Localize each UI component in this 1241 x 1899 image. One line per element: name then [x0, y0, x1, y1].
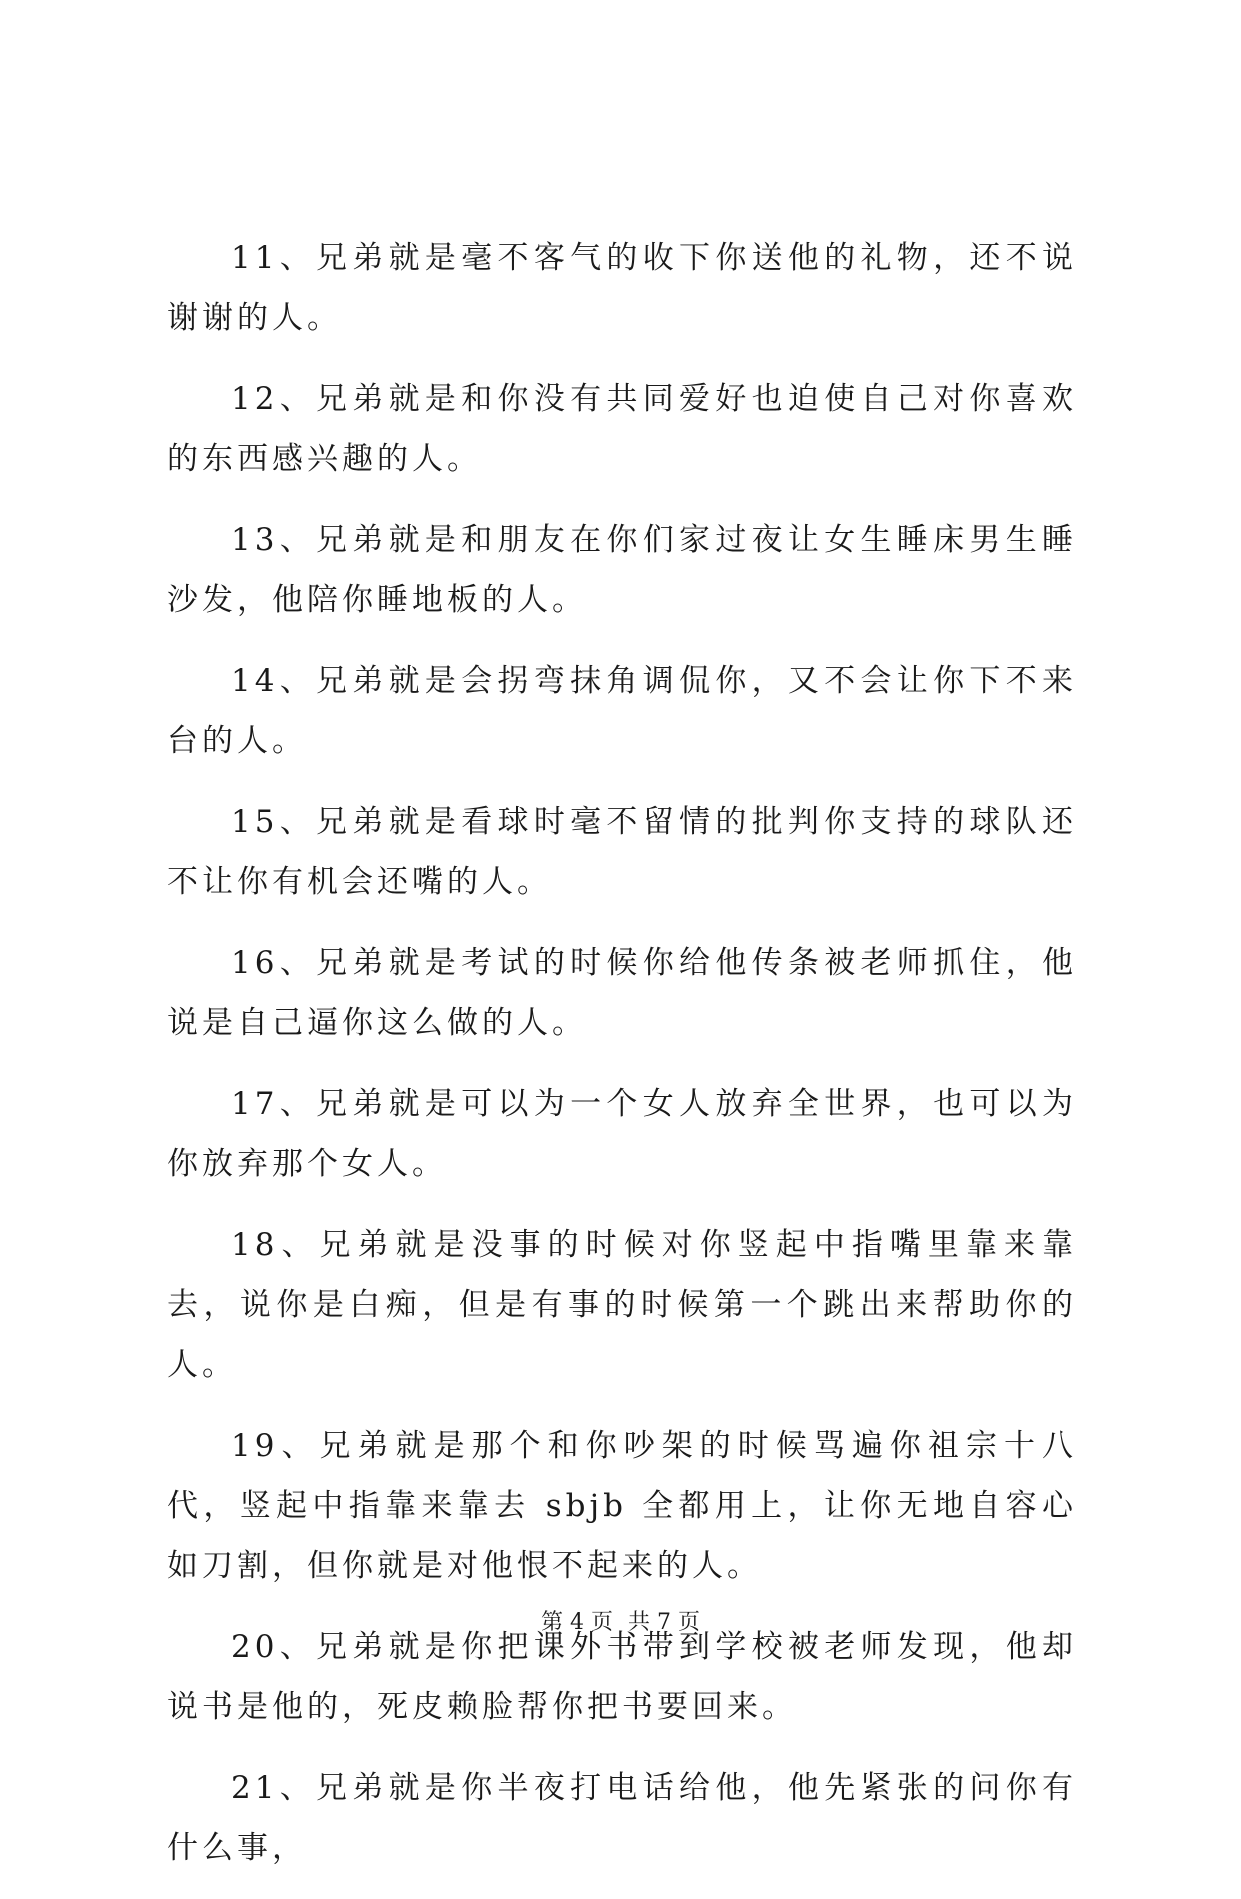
paragraph-21: 21、兄弟就是你半夜打电话给他，他先紧张的问你有什么事， [167, 1770, 1077, 1866]
paragraph-14: 14、兄弟就是会拐弯抹角调侃你，又不会让你下不来台的人。 [167, 663, 1077, 759]
document-body [167, 228, 1077, 1899]
paragraph-15: 15、兄弟就是看球时毫不留情的批判你支持的球队还不让你有机会还嘴的人。 [167, 804, 1077, 900]
paragraph-11: 11、兄弟就是毫不客气的收下你送他的礼物，还不说谢谢的人。 [167, 240, 1077, 336]
paragraph-12: 12、兄弟就是和你没有共同爱好也迫使自己对你喜欢的东西感兴趣的人。 [167, 381, 1077, 477]
page-number: 第 4 页 [541, 1610, 613, 1635]
page-footer [0, 1608, 1241, 1638]
page-total: 共 7 页 [628, 1610, 700, 1635]
paragraph-18: 18、兄弟就是没事的时候对你竖起中指嘴里靠来靠去，说你是白痴，但是有事的时候第一个跳出来帮助你的人。 [167, 1227, 1077, 1383]
paragraph-16: 16、兄弟就是考试的时候你给他传条被老师抓住，他说是自己逼你这么做的人。 [167, 945, 1077, 1041]
paragraph-17: 17、兄弟就是可以为一个女人放弃全世界，也可以为你放弃那个女人。 [167, 1086, 1077, 1182]
paragraph-20: 20、兄弟就是你把课外书带到学校被老师发现，他却说书是他的，死皮赖脸帮你把书要回来。 [167, 1629, 1077, 1725]
paragraph-13: 13、兄弟就是和朋友在你们家过夜让女生睡床男生睡沙发，他陪你睡地板的人。 [167, 522, 1077, 618]
paragraph-19: 19、兄弟就是那个和你吵架的时候骂遍你祖宗十八代，竖起中指靠来靠去 sbjb 全都用上，让你无地自容心如刀割，但你就是对他恨不起来的人。 [167, 1428, 1077, 1584]
